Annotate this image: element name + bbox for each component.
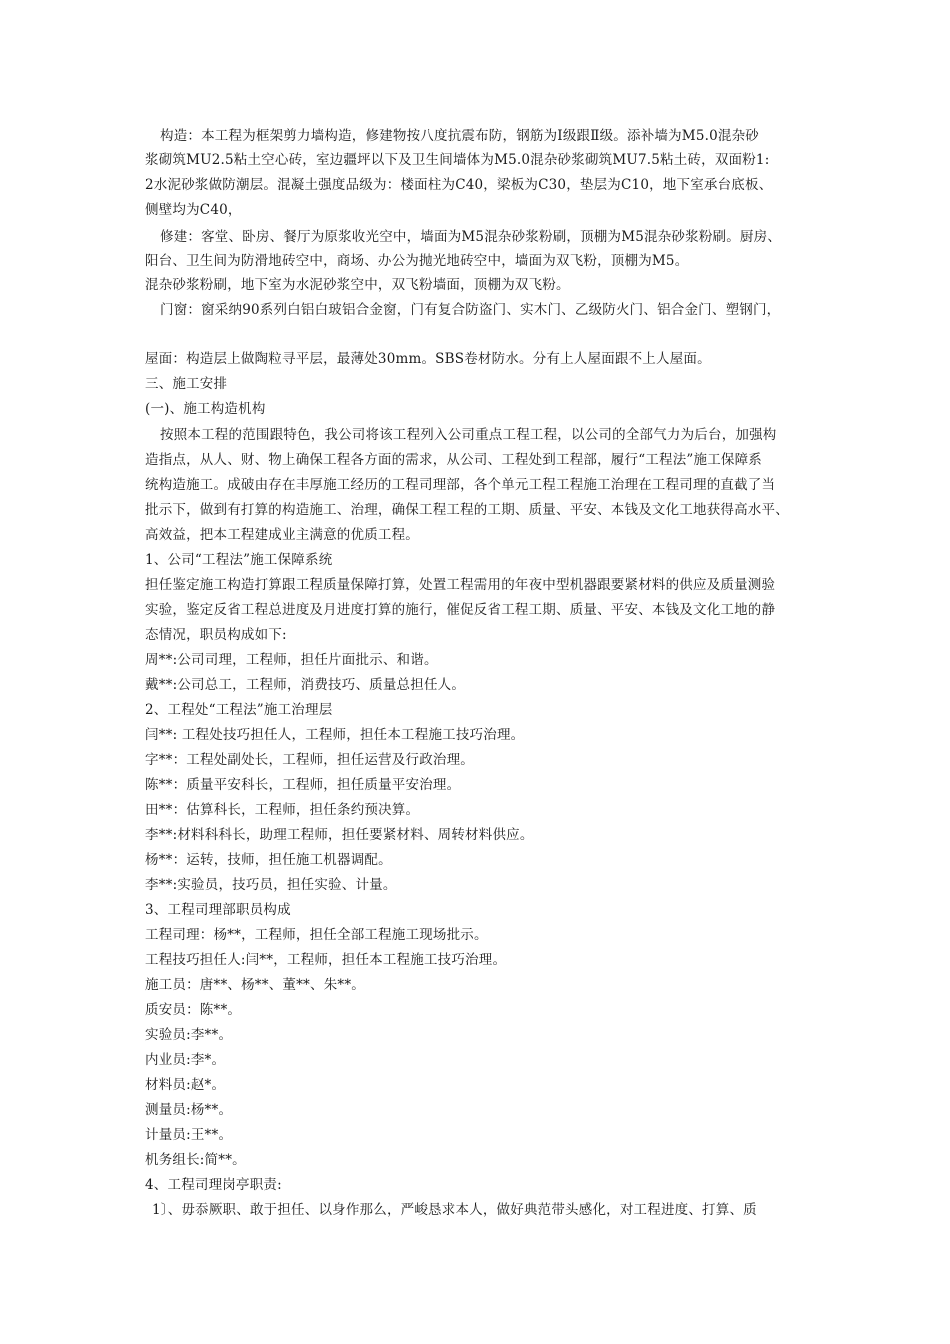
paragraph-company-system-line-2: 实验，鉴定反省工程总进度及月进度打算的施行，催促反省工程工期、质量、平安、本钱及文化工地的静 [145, 602, 776, 618]
duty-item-1: 1〕、毋忝厥职、敢于担任、以身作那么，严峻恳求本人，做好典范带头感化，对工程进度、打算、质 [152, 1202, 757, 1218]
heading-project-department: 3、工程司理部职员构成 [145, 902, 291, 918]
staff-item: 实验员:李**。 [145, 1027, 233, 1043]
staff-item: 施工员：唐**、杨**、董**、朱**。 [145, 977, 365, 993]
staff-item: 周**:公司司理，工程师，担任片面批示、和谐。 [145, 652, 438, 668]
staff-item: 田**：估算科长，工程师，担任条约预决算。 [145, 802, 420, 818]
heading-company-system: 1、公司“工程法”施工保障系统 [145, 552, 333, 568]
staff-item: 工程司理：杨**，工程师，担任全部工程施工现场批示。 [145, 927, 488, 943]
staff-item: 计量员:王**。 [145, 1127, 233, 1143]
staff-item: 内业员:李*。 [145, 1052, 226, 1068]
staff-item: 工程技巧担任人:闫**，工程师，担任本工程施工技巧治理。 [145, 952, 507, 968]
paragraph-organization-line-4: 批示下，做到有打算的构造施工、治理，确保工程工程的工期、质量、平安、本钱及文化工地获得高水平、 [145, 502, 789, 518]
staff-item: 陈**：质量平安科长，工程师，担任质量平安治理。 [145, 777, 461, 793]
paragraph-doors-windows: 门窗：窗采纳90系列白铝白玻铝合金窗，门有复合防盗门、实木门、乙级防火门、铝合金门、塑钢门， [160, 302, 781, 318]
heading-management-layer: 2、工程处“工程法”施工治理层 [145, 702, 333, 718]
subsection-heading-organization: (一)、施工构造机构 [145, 401, 266, 417]
paragraph-company-system-line-3: 态情况，职员构成如下: [145, 627, 287, 643]
staff-item: 李**:实验员，技巧员，担任实验、计量。 [145, 877, 397, 893]
section-heading-construction-arrangement: 三、施工安排 [145, 376, 228, 392]
staff-item: 测量员:杨**。 [145, 1102, 233, 1118]
paragraph-structure-line-1: 构造：本工程为框架剪力墙构造，修建物按八度抗震布防，钢筋为Ⅰ级跟Ⅱ级。添补墙为M5.0混杂砂 [160, 128, 759, 144]
staff-item: 闫**: 工程处技巧担任人，工程师，担任本工程施工技巧治理。 [145, 727, 525, 743]
staff-item: 机务组长:简**。 [145, 1152, 246, 1168]
paragraph-organization-line-2: 造指点，从人、财、物上确保工程各方面的需求，从公司、工程处到工程部，履行“工程法”施工保障系 [145, 452, 763, 468]
paragraph-organization-line-1: 按照本工程的范围跟特色，我公司将该工程列入公司重点工程工程，以公司的全部气力为后台，加强构 [160, 427, 777, 443]
paragraph-finishing-line-3: 混杂砂浆粉刷，地下室为水泥砂浆空中，双飞粉墙面，顶棚为双飞粉。 [145, 277, 570, 293]
paragraph-organization-line-5: 高效益，把本工程建成业主满意的优质工程。 [145, 527, 419, 543]
paragraph-finishing-line-2: 阳台、卫生间为防滑地砖空中，商场、办公为抛光地砖空中，墙面为双飞粉，顶棚为M5。 [145, 253, 689, 269]
paragraph-structure-line-2: 浆砌筑MU2.5粘土空心砖，室边疆坪以下及卫生间墙体为M5.0混杂砂浆砌筑MU7.5粘土砖，双面粉1: [145, 152, 770, 168]
paragraph-structure-line-4: 侧壁均为C40， [145, 202, 242, 218]
staff-item: 李**:材料科科长，助理工程师，担任要紧材料、周转材料供应。 [145, 827, 534, 843]
paragraph-roof: 屋面：构造层上做陶粒寻平层，最薄处30mm。SBS卷材防水。分有上人屋面跟不上人屋面。 [145, 351, 711, 367]
paragraph-structure-line-3: 2水泥砂浆做防潮层。混凝土强度品级为：楼面柱为C40，梁板为C30，垫层为C10，地下室承台底板、 [145, 177, 773, 193]
heading-manager-duties: 4、工程司理岗亭职责: [145, 1177, 282, 1193]
staff-item: 杨**：运转，技师，担任施工机器调配。 [145, 852, 392, 868]
staff-item: 材料员:赵*。 [145, 1077, 226, 1093]
paragraph-company-system-line-1: 担任鉴定施工构造打算跟工程质量保障打算，处置工程需用的年夜中型机器跟要紧材料的供应及质量测验 [145, 577, 776, 593]
staff-item: 字**：工程处副处长，工程师，担任运营及行政治理。 [145, 752, 474, 768]
paragraph-organization-line-3: 统构造施工。成破由存在丰厚施工经历的工程司理部，各个单元工程工程施工治理在工程司理的直截了当 [145, 477, 776, 493]
staff-item: 戴**:公司总工，工程师，消费技巧、质量总担任人。 [145, 677, 466, 693]
paragraph-finishing-line-1: 修建：客堂、卧房、餐厅为原浆收光空中，墙面为M5混杂砂浆粉刷，顶棚为M5混杂砂浆粉刷。厨房、 [160, 229, 782, 245]
staff-item: 质安员：陈**。 [145, 1002, 242, 1018]
